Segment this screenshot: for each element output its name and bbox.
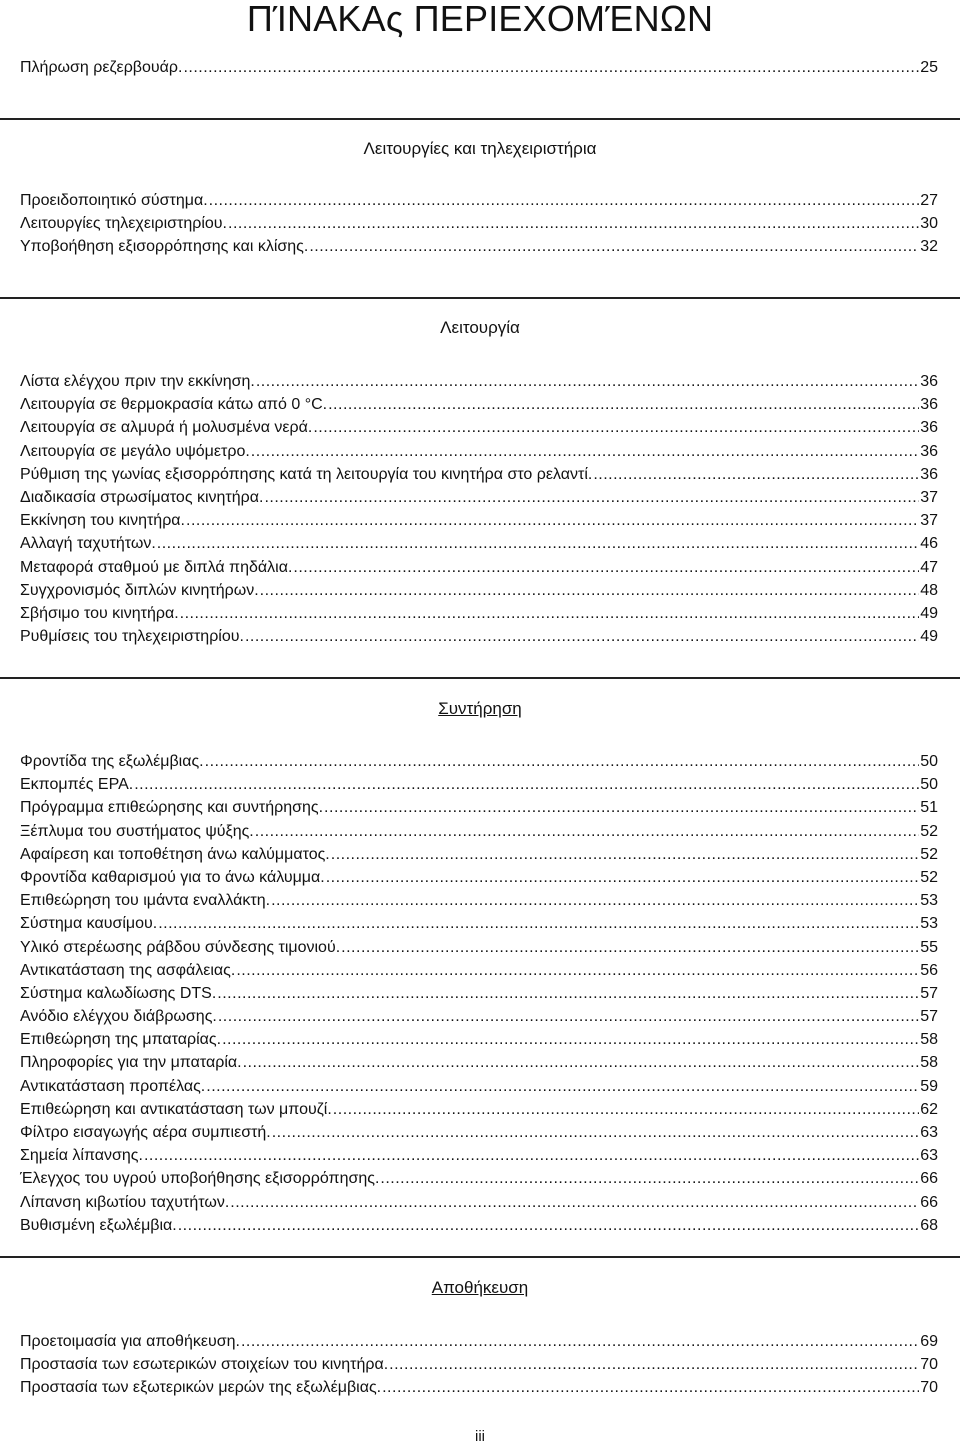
toc-leader-dots <box>180 602 920 625</box>
toc-entry-page: 62 <box>920 1100 938 1118</box>
toc-list-storage <box>20 1330 938 1400</box>
toc-entry[interactable] <box>20 416 938 439</box>
toc-entry[interactable] <box>20 440 938 463</box>
toc-entry-page: 63 <box>920 1147 938 1165</box>
toc-entry[interactable] <box>20 393 938 416</box>
toc-entry-page: 59 <box>920 1077 938 1095</box>
toc-entry-page: 70 <box>920 1356 938 1374</box>
toc-leader-dots <box>251 440 919 463</box>
page-number: iii <box>475 1428 485 1445</box>
toc-leader-dots <box>382 1376 919 1399</box>
toc-entry[interactable] <box>20 866 938 889</box>
toc-entry-label: Πληροφορίες για την μπαταρία. <box>20 1054 242 1072</box>
toc-entry[interactable] <box>20 1191 938 1214</box>
toc-leader-dots <box>272 1121 919 1144</box>
toc-leader-dots <box>260 579 920 602</box>
toc-entry-page: 48 <box>920 581 938 599</box>
toc-entry-label: Ξέπλυμα του συστήματος ψύξης. <box>20 822 254 840</box>
toc-entry[interactable] <box>20 796 938 819</box>
toc-entry-page: 52 <box>920 822 938 840</box>
toc-entry-page: 68 <box>920 1216 938 1234</box>
toc-entry[interactable] <box>20 936 938 959</box>
toc-entry-page: 57 <box>920 984 938 1002</box>
toc-entry-page: 56 <box>920 961 938 979</box>
toc-entry[interactable] <box>20 1144 938 1167</box>
section-divider <box>0 677 960 679</box>
toc-list-controls <box>20 189 938 259</box>
toc-leader-dots <box>241 1330 919 1353</box>
toc-entry[interactable] <box>20 235 938 258</box>
toc-entry[interactable] <box>20 56 938 79</box>
toc-entry[interactable] <box>20 912 938 935</box>
toc-entry-page: 36 <box>920 442 938 460</box>
toc-entry[interactable] <box>20 1075 938 1098</box>
toc-entry-page: 57 <box>920 1008 938 1026</box>
toc-entry-label: Αλλαγή ταχυτήτων. <box>20 535 156 553</box>
toc-leader-dots <box>183 56 919 79</box>
toc-entry-page: 53 <box>920 915 938 933</box>
section-divider <box>0 1256 960 1258</box>
toc-entry-label: Υλικό στερέωσης ράβδου σύνδεσης τιμονιού. <box>20 938 341 956</box>
toc-leader-dots <box>293 556 919 579</box>
toc-entry[interactable] <box>20 1051 938 1074</box>
toc-entry-page: 25 <box>920 59 938 76</box>
toc-entry[interactable] <box>20 1330 938 1353</box>
toc-list-maintenance <box>20 750 938 1237</box>
toc-entry-label: Υποβοήθηση εξισορρόπησης και κλίσης. <box>20 238 309 256</box>
toc-entry-label: Προειδοποιητικό σύστημα. <box>20 192 208 209</box>
toc-entry[interactable] <box>20 820 938 843</box>
toc-entry[interactable] <box>20 1121 938 1144</box>
toc-leader-dots <box>158 912 919 935</box>
toc-entry-label: Επιθεώρηση του ιμάντα εναλλάκτη. <box>20 892 271 910</box>
toc-entry-label: Σύστημα καλωδίωσης DTS. <box>20 984 217 1002</box>
toc-entry-label: Πλήρωση ρεζερβουάρ. <box>20 59 183 76</box>
toc-entry-page: 36 <box>920 373 938 390</box>
toc-entry[interactable] <box>20 532 938 555</box>
toc-entry-label: Φροντίδα καθαρισμού για το άνω κάλυμμα. <box>20 868 325 886</box>
toc-entry-page: 36 <box>920 465 938 483</box>
toc-entry-label: Ανόδιο ελέγχου διάβρωσης. <box>20 1008 217 1026</box>
toc-leader-dots <box>389 1353 919 1376</box>
toc-entry[interactable] <box>20 1214 938 1237</box>
toc-leader-dots <box>328 393 919 416</box>
section-divider <box>0 118 960 120</box>
toc-leader-dots <box>271 889 919 912</box>
toc-entry-label: Φροντίδα της εξωλέμβιας. <box>20 753 204 770</box>
toc-entry-label: Συγχρονισμός διπλών κινητήρων. <box>20 581 259 599</box>
toc-entry-page: 36 <box>920 396 938 414</box>
toc-entry[interactable] <box>20 556 938 579</box>
section-heading-maintenance: Συντήρηση <box>438 699 522 718</box>
toc-leader-dots <box>217 982 919 1005</box>
toc-entry-label: Προστασία των εσωτερικών στοιχείων του κινητήρα. <box>20 1356 389 1374</box>
toc-entry[interactable] <box>20 602 938 625</box>
toc-entry-label: Προετοιμασία για αποθήκευση. <box>20 1333 240 1350</box>
toc-entry-label: Λειτουργία σε μεγάλο υψόμετρο. <box>20 442 250 460</box>
toc-entry-label: Προστασία των εξωτερικών μερών της εξωλέμβιας. <box>20 1379 382 1397</box>
toc-entry-label: Αφαίρεση και τοποθέτηση άνω καλύμματος. <box>20 845 330 863</box>
toc-entry[interactable] <box>20 773 938 796</box>
toc-entry-page: 46 <box>920 535 938 553</box>
toc-entry[interactable] <box>20 959 938 982</box>
toc-entry-page: 47 <box>920 558 938 576</box>
toc-entry[interactable] <box>20 1167 938 1190</box>
toc-entry-page: 49 <box>920 604 938 622</box>
toc-leader-dots <box>326 866 919 889</box>
toc-entry-page: 52 <box>920 845 938 863</box>
toc-leader-dots <box>264 486 919 509</box>
toc-entry-page: 55 <box>920 938 938 956</box>
toc-leader-dots <box>157 532 919 555</box>
toc-entry[interactable] <box>20 486 938 509</box>
toc-entry[interactable] <box>20 579 938 602</box>
toc-leader-dots <box>178 1214 919 1237</box>
toc-entry[interactable] <box>20 189 938 212</box>
toc-entry-page: 51 <box>920 799 938 817</box>
toc-entry-label: Λειτουργίες τηλεχειριστηρίου. <box>20 215 227 233</box>
toc-entry-page: 53 <box>920 892 938 910</box>
toc-entry-label: Λειτουργία σε αλμυρά ή μολυσμένα νερά. <box>20 419 313 437</box>
toc-entry-label: Φίλτρο εισαγωγής αέρα συμπιεστή. <box>20 1124 271 1141</box>
toc-leader-dots <box>256 370 919 393</box>
toc-entry[interactable] <box>20 1353 938 1376</box>
toc-leader-dots <box>333 1098 919 1121</box>
toc-leader-dots <box>218 1005 919 1028</box>
toc-leader-dots <box>205 750 920 773</box>
toc-entry[interactable] <box>20 889 938 912</box>
toc-list-intro <box>20 56 938 79</box>
toc-entry-page: 52 <box>920 868 938 886</box>
toc-entry-label: Λειτουργία σε θερμοκρασία κάτω από 0 °C. <box>20 396 328 414</box>
toc-entry-label: Πρόγραμμα επιθεώρησης και συντήρησης. <box>20 799 324 817</box>
toc-entry[interactable] <box>20 370 938 393</box>
toc-entry[interactable] <box>20 463 938 486</box>
toc-entry[interactable] <box>20 1005 938 1028</box>
toc-entry-label: Μεταφορά σταθμού με διπλά πηδάλια. <box>20 558 293 576</box>
toc-entry-page: 66 <box>920 1170 938 1188</box>
toc-leader-dots <box>236 959 919 982</box>
toc-leader-dots <box>593 463 919 486</box>
toc-entry-label: Σημεία λίπανσης. <box>20 1147 143 1165</box>
toc-leader-dots <box>341 936 919 959</box>
toc-leader-dots <box>230 1191 919 1214</box>
toc-entry-page: 49 <box>920 628 938 646</box>
toc-entry-label: Λίστα ελέγχου πριν την εκκίνηση. <box>20 373 255 390</box>
toc-leader-dots <box>134 773 919 796</box>
toc-entry-label: Αντικατάσταση προπέλας. <box>20 1077 206 1095</box>
toc-leader-dots <box>206 1075 919 1098</box>
toc-leader-dots <box>222 1028 919 1051</box>
toc-entry-page: 27 <box>920 192 938 209</box>
toc-entry-page: 66 <box>920 1193 938 1211</box>
toc-entry-page: 32 <box>920 238 938 256</box>
toc-entry-label: Διαδικασία στρωσίματος κινητήρα. <box>20 488 264 506</box>
toc-entry-label: Σύστημα καυσίμου. <box>20 915 158 933</box>
toc-leader-dots <box>255 820 919 843</box>
toc-leader-dots <box>313 416 919 439</box>
toc-entry-page: 63 <box>920 1124 938 1141</box>
toc-entry[interactable] <box>20 625 938 648</box>
toc-leader-dots <box>245 625 919 648</box>
toc-entry-label: Επιθεώρηση και αντικατάσταση των μπουζί. <box>20 1100 332 1118</box>
toc-leader-dots <box>243 1051 920 1074</box>
toc-entry-label: Εκκίνηση του κινητήρα. <box>20 512 185 530</box>
toc-entry-page: 69 <box>920 1333 938 1350</box>
toc-leader-dots <box>228 212 919 235</box>
toc-entry[interactable] <box>20 750 938 773</box>
toc-entry-label: Αντικατάσταση της ασφάλειας. <box>20 961 236 979</box>
section-heading-storage: Αποθήκευση <box>431 1278 529 1297</box>
toc-entry-label: Έλεγχος του υγρού υποβοήθησης εξισορρόπησης. <box>20 1170 380 1188</box>
toc-entry-page: 30 <box>920 215 938 233</box>
toc-leader-dots <box>331 843 919 866</box>
section-divider <box>0 297 960 299</box>
toc-entry[interactable] <box>20 1098 938 1121</box>
section-heading-controls: Λειτουργίες και τηλεχειριστήρια <box>363 139 597 158</box>
toc-entry-label: Εκπομπές EPA. <box>20 776 134 794</box>
toc-entry-page: 58 <box>920 1031 938 1049</box>
toc-entry[interactable] <box>20 1028 938 1051</box>
toc-leader-dots <box>380 1167 919 1190</box>
toc-leader-dots <box>209 189 920 212</box>
toc-list-operation <box>20 370 938 648</box>
toc-entry-label: Βυθισμένη εξωλέμβια. <box>20 1216 177 1234</box>
toc-leader-dots <box>309 235 919 258</box>
toc-entry-label: Ρυθμίσεις του τηλεχειριστηρίου. <box>20 628 244 646</box>
toc-entry-page: 37 <box>920 488 938 506</box>
toc-leader-dots <box>324 796 919 819</box>
toc-entry-label: Ρύθμιση της γωνίας εξισορρόπησης κατά τη λειτουργία του κινητήρα στο ρελαντί. <box>20 465 593 483</box>
toc-entry[interactable] <box>20 509 938 532</box>
page-title: ΠΊΝΑΚΑς ΠΕΡΙΕΧΟΜΈΝΩΝ <box>246 0 714 39</box>
toc-entry-label: Επιθεώρηση της μπαταρίας. <box>20 1031 222 1049</box>
toc-entry[interactable] <box>20 1376 938 1399</box>
toc-entry-label: Λίπανση κιβωτίου ταχυτήτων. <box>20 1193 230 1211</box>
toc-entry[interactable] <box>20 982 938 1005</box>
toc-entry[interactable] <box>20 843 938 866</box>
toc-entry-page: 50 <box>920 776 938 794</box>
toc-entry-page: 70 <box>920 1379 938 1397</box>
toc-leader-dots <box>144 1144 919 1167</box>
toc-entry-label: Σβήσιμο του κινητήρα. <box>20 604 179 622</box>
section-heading-operation: Λειτουργία <box>440 318 520 337</box>
toc-entry-page: 58 <box>920 1054 938 1072</box>
toc-entry-page: 50 <box>920 753 938 770</box>
toc-entry-page: 37 <box>920 512 938 530</box>
toc-leader-dots <box>186 509 919 532</box>
toc-entry[interactable] <box>20 212 938 235</box>
toc-entry-page: 36 <box>920 419 938 437</box>
